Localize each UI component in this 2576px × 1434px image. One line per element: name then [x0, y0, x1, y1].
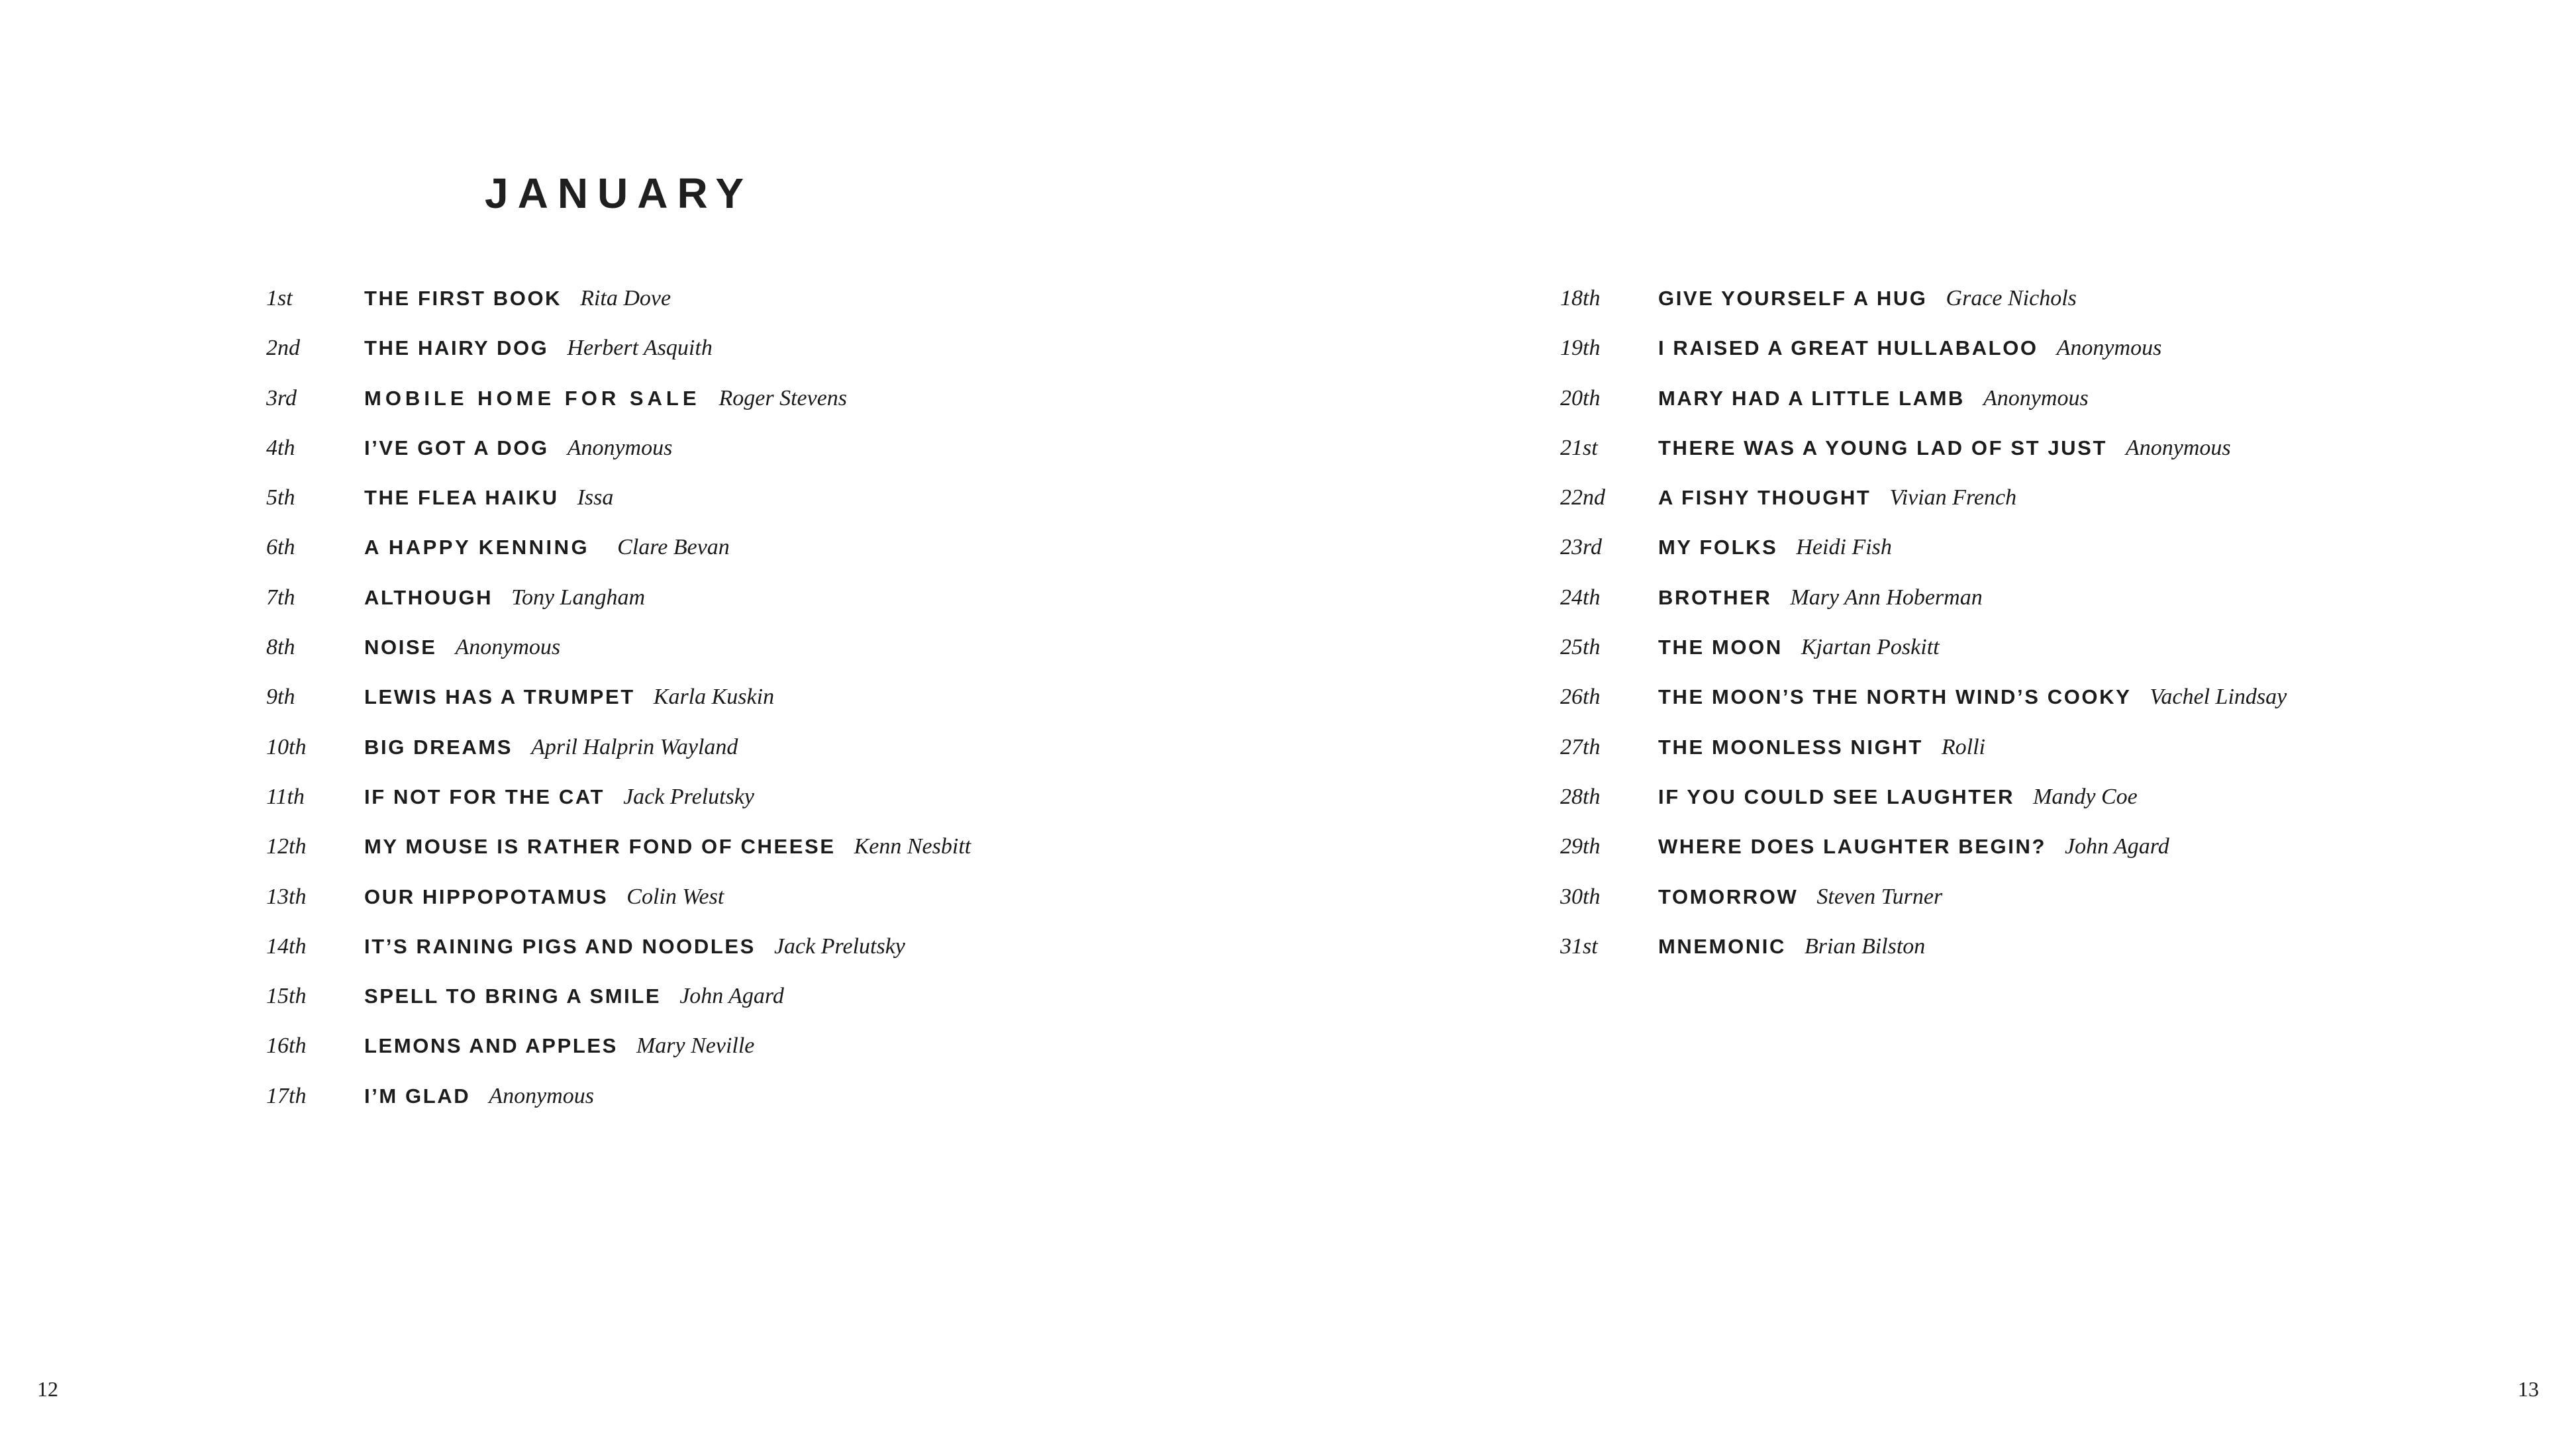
poem-entry[interactable]: [266, 286, 971, 336]
entry-day: 19th: [1560, 336, 1601, 361]
poem-entry[interactable]: [1560, 535, 2287, 585]
entry-day: 22nd: [1560, 485, 1605, 510]
entry-day: 6th: [266, 535, 295, 560]
poem-entry[interactable]: [266, 386, 971, 436]
page-number-left: 12: [37, 1377, 58, 1401]
poem-entry[interactable]: [1560, 884, 2287, 934]
poem-entry[interactable]: [266, 984, 971, 1033]
poem-entry[interactable]: [1560, 785, 2287, 834]
entry-author: Anonymous: [2125, 435, 2231, 460]
entry-day: 5th: [266, 485, 295, 510]
entry-day: 11th: [266, 784, 305, 809]
entry-day: 24th: [1560, 585, 1601, 610]
entry-title: WHERE DOES LAUGHTER BEGIN?: [1658, 835, 2047, 859]
entry-day: 12th: [266, 834, 307, 859]
entry-author: Mary Neville: [636, 1033, 755, 1059]
entry-title: THE MOONLESS NIGHT: [1658, 735, 1923, 759]
poem-entry[interactable]: [266, 735, 971, 785]
entry-title: THE HAIRY DOG: [364, 336, 549, 360]
poem-entry[interactable]: [1560, 635, 2287, 685]
entry-day: 1st: [266, 286, 293, 311]
entry-day: 31st: [1560, 933, 1598, 959]
entry-title: I RAISED A GREAT HULLABALOO: [1658, 336, 2038, 360]
entry-title: THE MOON’S THE NORTH WIND’S COOKY: [1658, 685, 2132, 709]
poem-entry[interactable]: [1560, 735, 2287, 785]
entry-title: THERE WAS A YOUNG LAD OF ST JUST: [1658, 436, 2107, 459]
entry-author: Kjartan Poskitt: [1801, 635, 1940, 660]
right-column: [1560, 286, 2287, 984]
entry-title: LEMONS AND APPLES: [364, 1034, 618, 1058]
entry-title: THE MOON: [1658, 636, 1783, 659]
entry-day: 3rd: [266, 385, 297, 410]
entry-day: 29th: [1560, 834, 1601, 859]
entry-author: Tony Langham: [511, 585, 645, 610]
poem-entry[interactable]: [1560, 934, 2287, 984]
entry-day: 13th: [266, 884, 307, 909]
entry-author: Anonymous: [455, 635, 561, 660]
entry-title: A FISHY THOUGHT: [1658, 486, 1871, 510]
poem-entry[interactable]: [266, 884, 971, 934]
entry-day: 10th: [266, 734, 307, 759]
poem-entry[interactable]: [266, 436, 971, 485]
entry-author: Brian Bilston: [1805, 933, 1926, 959]
entry-author: Jack Prelutsky: [623, 784, 755, 809]
entry-day: 9th: [266, 685, 295, 710]
entry-author: Clare Bevan: [617, 535, 730, 560]
entry-title: MARY HAD A LITTLE LAMB: [1658, 386, 1965, 410]
entry-author: John Agard: [2065, 834, 2169, 859]
entry-author: Issa: [577, 485, 614, 510]
entry-author: John Agard: [679, 984, 784, 1009]
entry-day: 8th: [266, 635, 295, 660]
entry-title: SPELL TO BRING A SMILE: [364, 984, 662, 1008]
poem-entry[interactable]: [1560, 685, 2287, 734]
entry-day: 23rd: [1560, 535, 1602, 560]
page-number-right: 13: [2518, 1377, 2539, 1401]
entry-author: Heidi Fish: [1796, 535, 1892, 560]
entry-title: NOISE: [364, 636, 437, 659]
entry-title: IF NOT FOR THE CAT: [364, 785, 605, 808]
left-column: [266, 286, 971, 1133]
entry-day: 17th: [266, 1083, 307, 1108]
poem-entry[interactable]: [266, 934, 971, 984]
entry-author: Anonymous: [2056, 336, 2162, 361]
poem-entry[interactable]: [1560, 485, 2287, 535]
entry-day: 7th: [266, 585, 295, 610]
entry-author: Anonymous: [567, 435, 673, 460]
entry-title: IF YOU COULD SEE LAUGHTER: [1658, 785, 2015, 808]
entry-title: I’M GLAD: [364, 1084, 471, 1108]
entry-author: Grace Nichols: [1946, 286, 2077, 311]
entry-title: MOBILE HOME FOR SALE: [364, 386, 701, 410]
poem-entry[interactable]: [266, 1033, 971, 1083]
entry-title: MNEMONIC: [1658, 934, 1787, 958]
entry-author: Jack Prelutsky: [773, 933, 905, 959]
entry-author: Kenn Nesbitt: [854, 834, 971, 859]
entry-day: 26th: [1560, 685, 1601, 710]
entry-author: Steven Turner: [1816, 884, 1943, 909]
entry-author: Rita Dove: [580, 286, 671, 311]
entry-day: 27th: [1560, 734, 1601, 759]
entry-title: TOMORROW: [1658, 884, 1799, 908]
poem-entry[interactable]: [266, 485, 971, 535]
poem-entry[interactable]: [266, 585, 971, 635]
entry-author: Vachel Lindsay: [2150, 685, 2287, 710]
entry-title: IT’S RAINING PIGS AND NOODLES: [364, 934, 756, 958]
entry-author: Roger Stevens: [718, 385, 848, 410]
poem-entry[interactable]: [266, 685, 971, 734]
entry-author: Anonymous: [489, 1083, 594, 1108]
entry-title: LEWIS HAS A TRUMPET: [364, 685, 635, 709]
entry-title: THE FLEA HAIKU: [364, 486, 559, 510]
poem-entry[interactable]: [1560, 386, 2287, 436]
entry-title: THE FIRST BOOK: [364, 287, 562, 310]
entry-day: 30th: [1560, 884, 1601, 909]
entry-author: Herbert Asquith: [567, 336, 713, 361]
entry-day: 21st: [1560, 435, 1598, 460]
entry-title: BROTHER: [1658, 585, 1772, 609]
entry-author: April Halprin Wayland: [531, 734, 738, 759]
entry-title: BIG DREAMS: [364, 735, 513, 759]
entry-author: Karla Kuskin: [653, 685, 775, 710]
entry-day: 4th: [266, 435, 295, 460]
poem-entry[interactable]: [266, 535, 971, 585]
poem-entry[interactable]: [266, 336, 971, 385]
entry-day: 15th: [266, 984, 307, 1009]
poem-entry[interactable]: [1560, 585, 2287, 635]
entry-author: Rolli: [1941, 734, 1985, 759]
entry-day: 28th: [1560, 784, 1601, 809]
entry-day: 20th: [1560, 385, 1601, 410]
entry-title: I’VE GOT A DOG: [364, 436, 549, 459]
entry-day: 2nd: [266, 336, 300, 361]
month-title: JANUARY: [485, 169, 753, 217]
poem-entry[interactable]: [1560, 436, 2287, 485]
entry-day: 25th: [1560, 635, 1601, 660]
entry-title: A HAPPY KENNING: [364, 536, 590, 559]
entry-author: Mary Ann Hoberman: [1790, 585, 1983, 610]
entry-title: MY MOUSE IS RATHER FOND OF CHEESE: [364, 835, 836, 859]
entry-author: Vivian French: [1889, 485, 2017, 510]
poem-entry[interactable]: [1560, 336, 2287, 385]
entry-author: Anonymous: [1983, 385, 2089, 410]
entry-title: ALTHOUGH: [364, 585, 493, 609]
entry-day: 16th: [266, 1033, 307, 1059]
entry-title: MY FOLKS: [1658, 536, 1778, 559]
poem-entry[interactable]: [266, 785, 971, 834]
poem-entry[interactable]: [1560, 286, 2287, 336]
entry-title: GIVE YOURSELF A HUG: [1658, 287, 1928, 310]
poem-entry[interactable]: [266, 1084, 971, 1133]
poem-entry[interactable]: [266, 635, 971, 685]
entry-day: 18th: [1560, 286, 1601, 311]
poem-entry[interactable]: [266, 834, 971, 884]
entry-title: OUR HIPPOPOTAMUS: [364, 884, 609, 908]
poem-entry[interactable]: [1560, 834, 2287, 884]
entry-author: Colin West: [626, 884, 724, 909]
entry-author: Mandy Coe: [2033, 784, 2138, 809]
entry-day: 14th: [266, 933, 307, 959]
